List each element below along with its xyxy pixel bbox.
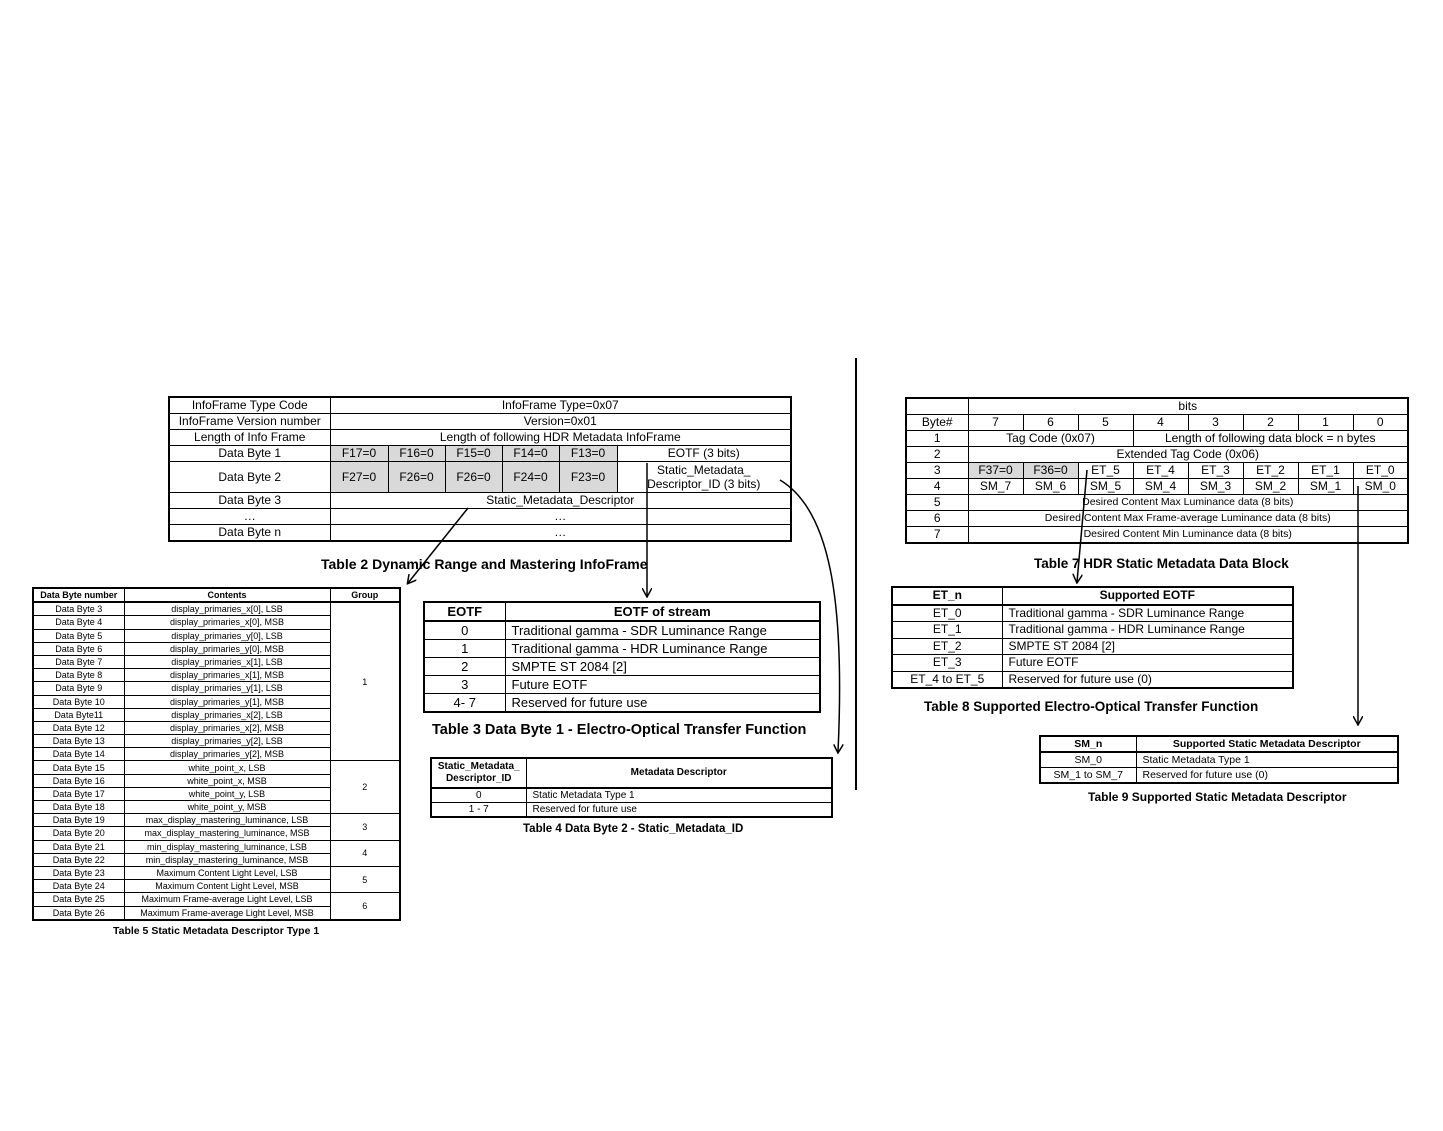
table-header-row: Data Byte number Contents Group <box>33 588 400 602</box>
data-byte-cell: Data Byte 9 <box>33 682 124 695</box>
contents-cell: min_display_mastering_luminance, LSB <box>124 840 330 853</box>
table-row: Length of Info Frame Length of following HDR Metadata InfoFrame <box>169 430 791 446</box>
data-byte-cell: Data Byte 12 <box>33 721 124 734</box>
contents-cell: white_point_x, MSB <box>124 774 330 787</box>
table-4-caption: Table 4 Data Byte 2 - Static_Metadata_ID <box>523 823 744 835</box>
table-row: Data Byte 1 F17=0 F16=0 F15=0 F14=0 F13=0 EOTF (3 bits) <box>169 446 791 462</box>
contents-cell: display_primaries_y[0], MSB <box>124 642 330 655</box>
data-byte-cell: Data Byte 3 <box>33 602 124 616</box>
table-row: 0 Traditional gamma - SDR Luminance Range <box>424 621 820 640</box>
table-row: ET_2 SMPTE ST 2084 [2] <box>892 638 1293 655</box>
data-byte-cell: Data Byte 23 <box>33 866 124 879</box>
table-row: 7 Desired Content Min Luminance data (8 bits) <box>906 527 1408 544</box>
table-4-static-metadata-id <box>430 757 833 818</box>
data-byte-cell: Data Byte 5 <box>33 629 124 642</box>
contents-cell: white_point_x, LSB <box>124 761 330 774</box>
contents-cell: Maximum Frame-average Light Level, LSB <box>124 893 330 906</box>
table-row: bits <box>906 398 1408 415</box>
table-row: ET_4 to ET_5 Reserved for future use (0) <box>892 671 1293 688</box>
table-row: SM_1 to SM_7 Reserved for future use (0) <box>1040 768 1398 784</box>
table-row: 4 SM_7 SM_6 SM_5 SM_4 SM_3 SM_2 SM_1 SM_0 <box>906 479 1408 495</box>
contents-cell: display_primaries_y[2], MSB <box>124 748 330 761</box>
table-9-caption: Table 9 Supported Static Metadata Descriptor <box>1088 790 1347 804</box>
table-row <box>33 893 400 906</box>
data-byte-cell: Data Byte 4 <box>33 616 124 629</box>
table-row <box>33 814 400 827</box>
table-header-row: SM_n Supported Static Metadata Descriptor <box>1040 736 1398 752</box>
table-row: 3 Future EOTF <box>424 676 820 694</box>
table-5-static-metadata-descriptor <box>32 587 401 921</box>
table-7-hdr-static-metadata-block <box>905 397 1409 544</box>
table-row: 1 Tag Code (0x07) Length of following data block = n bytes <box>906 431 1408 447</box>
contents-cell: display_primaries_y[1], LSB <box>124 682 330 695</box>
group-cell: 4 <box>330 840 400 866</box>
data-byte-cell: Data Byte 18 <box>33 801 124 814</box>
table-row: 6 Desired Content Max Frame-average Luminance data (8 bits) <box>906 511 1408 527</box>
data-byte-cell: Data Byte 20 <box>33 827 124 840</box>
table-row <box>33 866 400 879</box>
contents-cell: display_primaries_y[0], LSB <box>124 629 330 642</box>
group-cell: 6 <box>330 893 400 920</box>
data-byte-cell: Data Byte 10 <box>33 695 124 708</box>
table-row: 2 Extended Tag Code (0x06) <box>906 447 1408 463</box>
table-row: 1 Traditional gamma - HDR Luminance Range <box>424 640 820 658</box>
table-2-caption: Table 2 Dynamic Range and Mastering InfoFrame <box>321 556 648 572</box>
table-row: ET_0 Traditional gamma - SDR Luminance Range <box>892 605 1293 622</box>
data-byte-cell: Data Byte 6 <box>33 642 124 655</box>
table-row: 1 - 7 Reserved for future use <box>431 803 832 818</box>
contents-cell: display_primaries_x[1], LSB <box>124 655 330 668</box>
table-header-row: Static_Metadata_ Descriptor_ID Metadata Descriptor <box>431 758 832 788</box>
table-row: 3 F37=0 F36=0 ET_5 ET_4 ET_3 ET_2 ET_1 ET_0 <box>906 463 1408 479</box>
data-byte-cell: Data Byte 17 <box>33 787 124 800</box>
data-byte-cell: Data Byte 14 <box>33 748 124 761</box>
table-8-supported-eotf <box>891 586 1294 689</box>
contents-cell: display_primaries_y[1], MSB <box>124 695 330 708</box>
table-row: InfoFrame Type Code InfoFrame Type=0x07 <box>169 397 791 414</box>
contents-cell: white_point_y, LSB <box>124 787 330 800</box>
table-row <box>33 840 400 853</box>
contents-cell: display_primaries_x[0], LSB <box>124 602 330 616</box>
data-byte-cell: Data Byte 15 <box>33 761 124 774</box>
table-row: Data Byte 3 Static_Metadata_Descriptor <box>169 493 791 509</box>
contents-cell: display_primaries_x[0], MSB <box>124 616 330 629</box>
contents-cell: Maximum Content Light Level, MSB <box>124 880 330 893</box>
contents-cell: min_display_mastering_luminance, MSB <box>124 853 330 866</box>
contents-cell: display_primaries_y[2], LSB <box>124 735 330 748</box>
data-byte-cell: Data Byte 19 <box>33 814 124 827</box>
data-byte-cell: Data Byte 22 <box>33 853 124 866</box>
data-byte-cell: Data Byte 24 <box>33 880 124 893</box>
table-row: … … <box>169 509 791 525</box>
data-byte-cell: Data Byte 7 <box>33 655 124 668</box>
table-row: InfoFrame Version number Version=0x01 <box>169 414 791 430</box>
data-byte-cell: Data Byte 16 <box>33 774 124 787</box>
contents-cell: Maximum Frame-average Light Level, MSB <box>124 906 330 920</box>
table-row: Data Byte 2 F27=0 F26=0 F26=0 F24=0 F23=0 Static_Metadata_ Descriptor_ID (3 bits) <box>169 462 791 493</box>
table-row <box>33 761 400 774</box>
contents-cell: max_display_mastering_luminance, LSB <box>124 814 330 827</box>
contents-cell: Maximum Content Light Level, LSB <box>124 866 330 879</box>
contents-cell: display_primaries_x[2], MSB <box>124 721 330 734</box>
data-byte-cell: Data Byte 13 <box>33 735 124 748</box>
table-row: ET_1 Traditional gamma - HDR Luminance Range <box>892 622 1293 639</box>
contents-cell: display_primaries_x[1], MSB <box>124 669 330 682</box>
table-row: 0 Static Metadata Type 1 <box>431 788 832 803</box>
data-byte-cell: Data Byte 8 <box>33 669 124 682</box>
table-8-caption: Table 8 Supported Electro-Optical Transfer Function <box>924 699 1259 714</box>
table-row: SM_0 Static Metadata Type 1 <box>1040 752 1398 768</box>
data-byte-cell: Data Byte 25 <box>33 893 124 906</box>
table-row: 2 SMPTE ST 2084 [2] <box>424 658 820 676</box>
table-row: Data Byte n … <box>169 525 791 542</box>
table-9-supported-static-metadata <box>1039 735 1399 784</box>
contents-cell: white_point_y, MSB <box>124 801 330 814</box>
group-cell: 2 <box>330 761 400 814</box>
table-2-infoframe <box>168 396 792 542</box>
data-byte-cell: Data Byte 21 <box>33 840 124 853</box>
contents-cell: display_primaries_x[2], LSB <box>124 708 330 721</box>
table-row: 5 Desired Content Max Luminance data (8 bits) <box>906 495 1408 511</box>
group-cell: 3 <box>330 814 400 840</box>
table-row <box>33 602 400 616</box>
group-cell: 5 <box>330 866 400 892</box>
data-byte-cell: Data Byte11 <box>33 708 124 721</box>
contents-cell: max_display_mastering_luminance, MSB <box>124 827 330 840</box>
group-cell: 1 <box>330 602 400 761</box>
table-7-caption: Table 7 HDR Static Metadata Data Block <box>1034 556 1289 571</box>
table-3-eotf <box>423 601 821 713</box>
table-row: 4- 7 Reserved for future use <box>424 694 820 713</box>
table-3-caption: Table 3 Data Byte 1 - Electro-Optical Transfer Function <box>432 722 807 738</box>
table-header-row: Byte# 7 6 5 4 3 2 1 0 <box>906 415 1408 431</box>
table-5-caption: Table 5 Static Metadata Descriptor Type 1 <box>113 925 320 937</box>
table-header-row: ET_n Supported EOTF <box>892 587 1293 605</box>
table-row: ET_3 Future EOTF <box>892 655 1293 672</box>
data-byte-cell: Data Byte 26 <box>33 906 124 920</box>
table-header-row: EOTF EOTF of stream <box>424 602 820 621</box>
